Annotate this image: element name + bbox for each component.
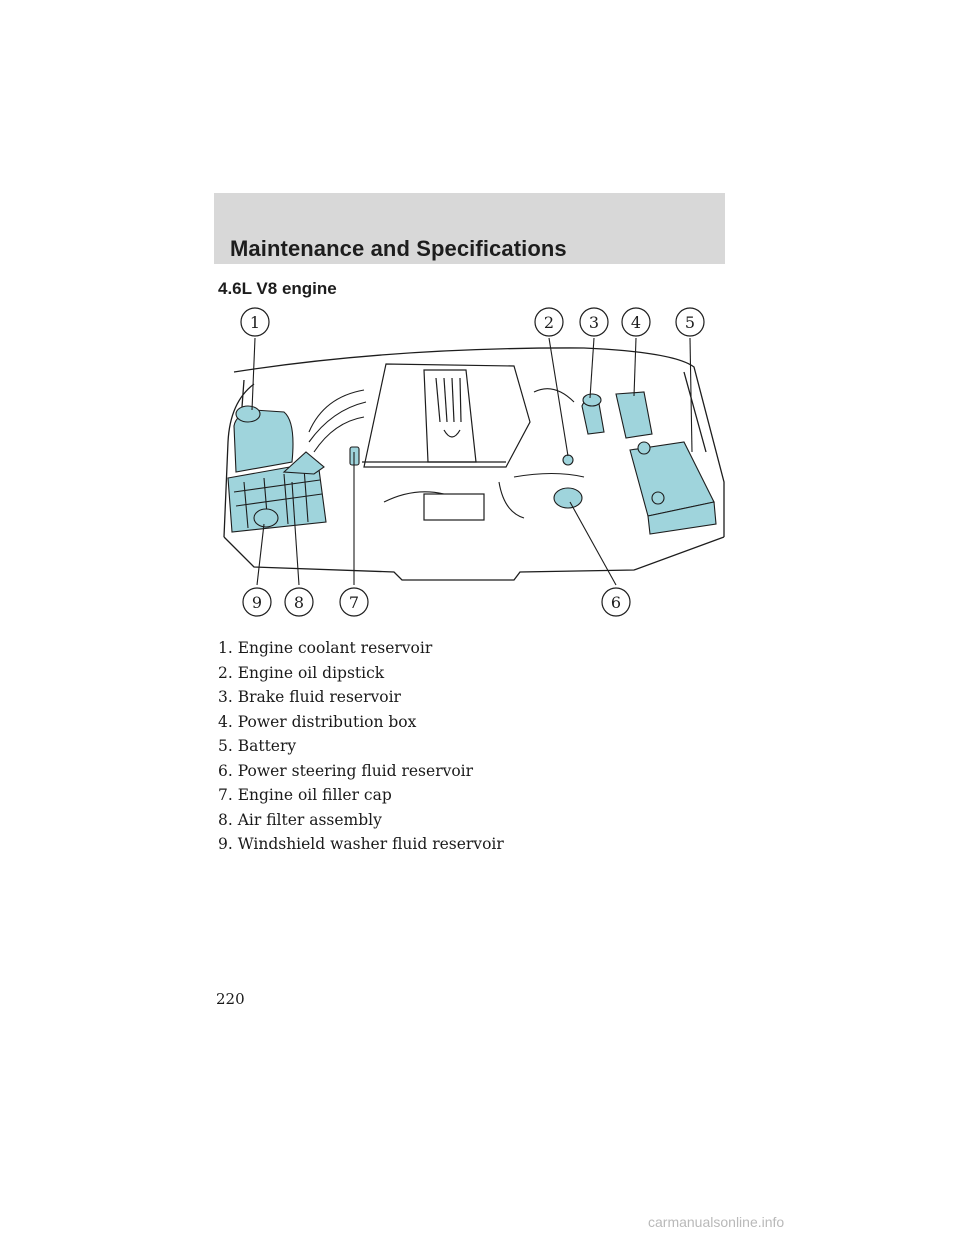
callout-5: [676, 308, 704, 336]
callout-4: [622, 308, 650, 336]
svg-text:3: 3: [588, 313, 600, 332]
oil-dipstick-handle: [563, 455, 573, 465]
legend-item: 7. Engine oil filler cap: [218, 786, 392, 804]
svg-text:7: 7: [348, 593, 360, 612]
coolant-reservoir: [234, 406, 293, 472]
callout-8: [285, 588, 313, 616]
svg-text:1: 1: [249, 313, 261, 332]
svg-text:9: 9: [251, 593, 263, 612]
callout-9: [243, 588, 271, 616]
svg-text:2: 2: [543, 313, 555, 332]
battery: [630, 442, 716, 534]
legend-item: 3. Brake fluid reservoir: [218, 688, 401, 706]
engine-compartment-diagram: [214, 302, 734, 622]
legend-item: 4. Power distribution box: [218, 712, 417, 731]
washer-fluid-cap: [254, 509, 278, 527]
power-distribution-box: [616, 392, 652, 438]
legend-item: 6. Power steering fluid reservoir: [218, 761, 474, 780]
svg-text:4: 4: [630, 313, 642, 332]
legend-item: 2. Engine oil dipstick: [218, 663, 385, 682]
section-title: Maintenance and Specifications: [230, 236, 567, 261]
brake-fluid-reservoir: [582, 394, 604, 434]
legend-item: 8. Air filter assembly: [218, 810, 382, 829]
callout-6: [602, 588, 630, 616]
svg-text:5: 5: [684, 313, 696, 332]
callout-2: [535, 308, 563, 336]
component-legend: [218, 636, 504, 857]
watermark[interactable]: carmanualsonline.info: [648, 1214, 785, 1230]
svg-text:8: 8: [293, 593, 305, 612]
legend-item: 1. Engine coolant reservoir: [218, 639, 433, 657]
svg-text:6: 6: [610, 593, 622, 612]
callout-3: [580, 308, 608, 336]
power-steering-reservoir: [554, 488, 582, 508]
engine-cover: [362, 364, 530, 520]
page-number: 220: [216, 990, 245, 1008]
legend-item: 5. Battery: [218, 737, 297, 755]
callout-7: [340, 588, 368, 616]
subsection-title: 4.6L V8 engine: [218, 279, 337, 298]
legend-item: 9. Windshield washer fluid reservoir: [218, 835, 504, 853]
callout-1: [241, 308, 269, 336]
